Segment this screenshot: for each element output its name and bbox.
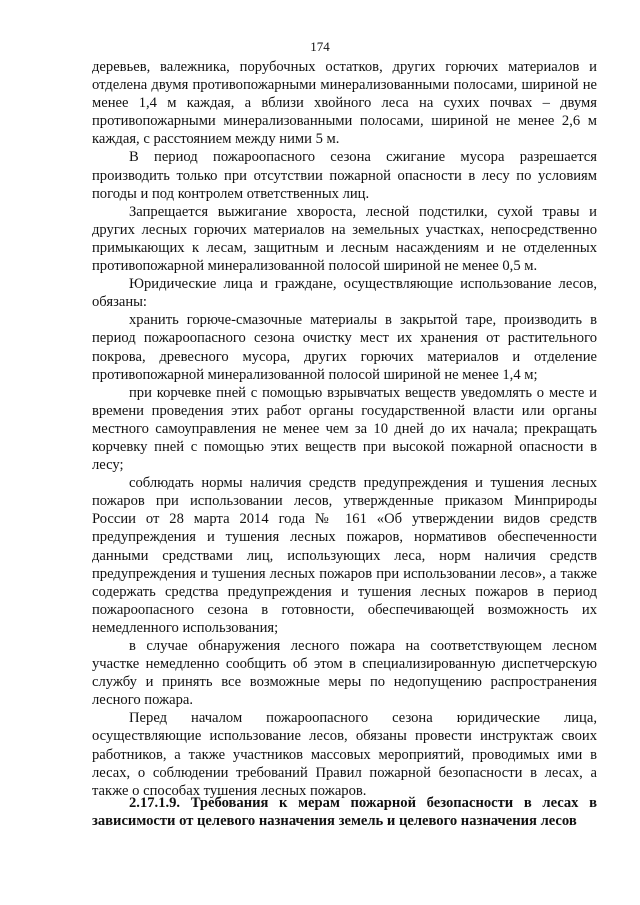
section-heading: 2.17.1.9. Требования к мерам пожарной безопасности в лесах в зависимости от целевого назначения земель и целевого назначения лесов xyxy=(92,795,597,830)
paragraph: при корчевке пней с помощью взрывчатых веществ уведомлять о месте и времени проведения этих работ органы государственной власти или органы местного самоуправления не менее чем за 10 дней до их начала; прекращать корчевку пней с помощью этих веществ при высокой пожарной опасности в лесу; xyxy=(92,384,597,474)
paragraph: соблюдать нормы наличия средств предупреждения и тушения лесных пожаров при использовании лесов, утвержденные приказом Минприроды России от 28 марта 2014 года № 161 «Об утверждении видов средств предупреждения и тушения лесных пожаров, нормативов обеспеченности данными средствами лиц, использующих леса, норм наличия средств предупреждения и тушения лесных пожаров при использовании лесов», а также содержать средства предупреждения и тушения лесных пожаров в период пожароопасного сезона в готовности, обеспечивающей возможность их немедленного использования; xyxy=(92,475,597,636)
paragraph: деревьев, валежника, порубочных остатков, других горючих материалов и отделена двумя противопожарными минерализованными полосами, шириной не менее 1,4 м каждая, а вблизи хвойного леса на сухих почвах – двумя противопожарными минерализованными полосами, шириной не менее 2,6 м каждая, с расстоянием между ними 5 м. xyxy=(92,59,597,148)
paragraph: Запрещается выжигание хвороста, лесной подстилки, сухой травы и других лесных горючих материалов на земельных участках, непосредственно примыкающих к лесам, защитным и лесным насаждениям и не отделенных противопожарной минерализованной полосой шириной не менее 0,5 м. xyxy=(92,203,597,275)
body-text xyxy=(92,58,597,800)
paragraph: хранить горюче-смазочные материалы в закрытой таре, производить в период пожароопасного сезона очистку мест их хранения от растительного покрова, древесного мусора, других горючих материалов и отделение противопожарной минерализованной полосой шириной не менее 1,4 м; xyxy=(92,312,597,383)
paragraph: В период пожароопасного сезона сжигание мусора разрешается производить только при отсутствии пожарной опасности в лесу по условиям погоды и под контролем ответственных лиц. xyxy=(92,149,597,202)
paragraph: в случае обнаружения лесного пожара на соответствующем лесном участке немедленно сообщить об этом в специализированную диспетчерскую службу и принять все возможные меры по недопущению распространения лесного пожара. xyxy=(92,638,597,709)
page-number: 174 xyxy=(310,39,330,54)
paragraph: Перед началом пожароопасного сезона юридические лица, осуществляющие использование лесов, обязаны провести инструктаж своих работников, а также участников массовых мероприятий, проводимых ими в лесах, о соблюдении требований Правил пожарной безопасности в лесах, а также о способах тушения лесных пожаров. xyxy=(92,710,597,799)
paragraph: Юридические лица и граждане, осуществляющие использование лесов, обязаны: xyxy=(92,276,597,311)
